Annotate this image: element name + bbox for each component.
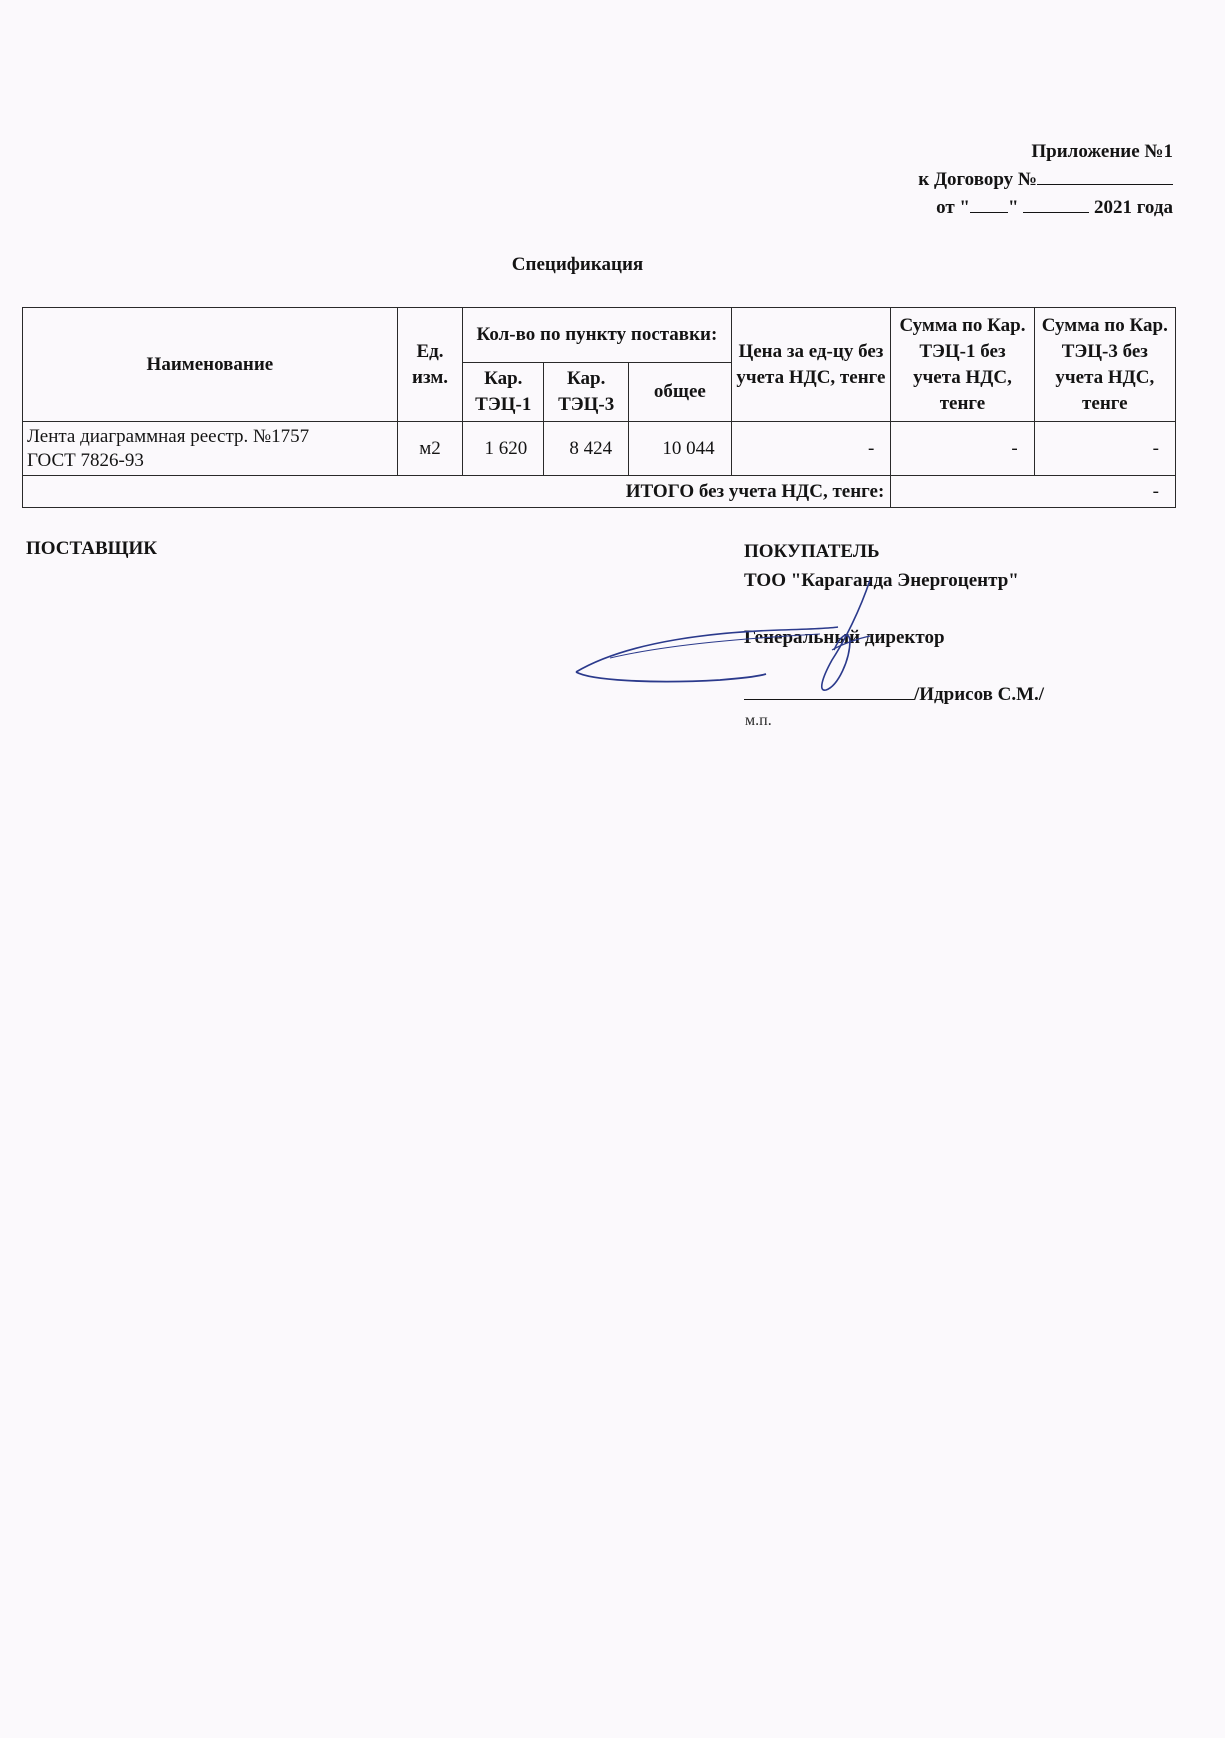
specification-table [22,307,1176,508]
total-value: - [891,476,1176,508]
header-name: Наименование [23,308,398,422]
contract-date: от " " 2021 года [918,194,1173,222]
stamp-place: м.п. [745,712,772,729]
buyer-company: ТОО "Караганда Энергоцентр" [744,570,1019,591]
buyer-position: Генеральный директор [744,627,945,648]
buyer-signatory: /Идрисов С.М./ [914,684,1045,705]
cell-qty-tec3: 8 424 [544,422,629,476]
month-blank [1023,194,1089,213]
header-qty-total: общее [629,363,731,422]
cell-sum-tec1: - [891,422,1034,476]
supplier-label: ПОСТАВЩИК [26,538,158,559]
header-unit: Ед. изм. [397,308,463,422]
cell-qty-tec1: 1 620 [463,422,544,476]
header-qty-tec1: Кар. ТЭЦ-1 [463,363,544,422]
appendix-number: Приложение №1 [1031,141,1173,162]
handwritten-signature [570,580,930,710]
header-qty-group: Кол-во по пункту поставки: [463,308,731,363]
total-label: ИТОГО без учета НДС, тенге: [23,476,891,508]
header-sum-tec1: Сумма по Кар. ТЭЦ-1 без учета НДС, тенге [891,308,1034,422]
appendix-header [918,138,1173,222]
header-qty-tec3: Кар. ТЭЦ-3 [544,363,629,422]
contract-number-blank [1037,166,1173,185]
header-price: Цена за ед-цу без учета НДС, тенге [731,308,891,422]
contract-reference: к Договору № [918,166,1173,194]
table-row [23,422,1176,476]
total-row [23,476,1176,508]
cell-sum-tec3: - [1034,422,1175,476]
cell-unit: м2 [397,422,463,476]
cell-qty-total: 10 044 [629,422,731,476]
day-blank [970,194,1008,213]
buyer-label: ПОКУПАТЕЛЬ [744,541,880,562]
cell-name: Лента диаграммная реестр. №1757 ГОСТ 7826-93 [23,422,398,476]
cell-price: - [731,422,891,476]
document-title: Спецификация [511,254,644,275]
header-sum-tec3: Сумма по Кар. ТЭЦ-3 без учета НДС, тенге [1034,308,1175,422]
